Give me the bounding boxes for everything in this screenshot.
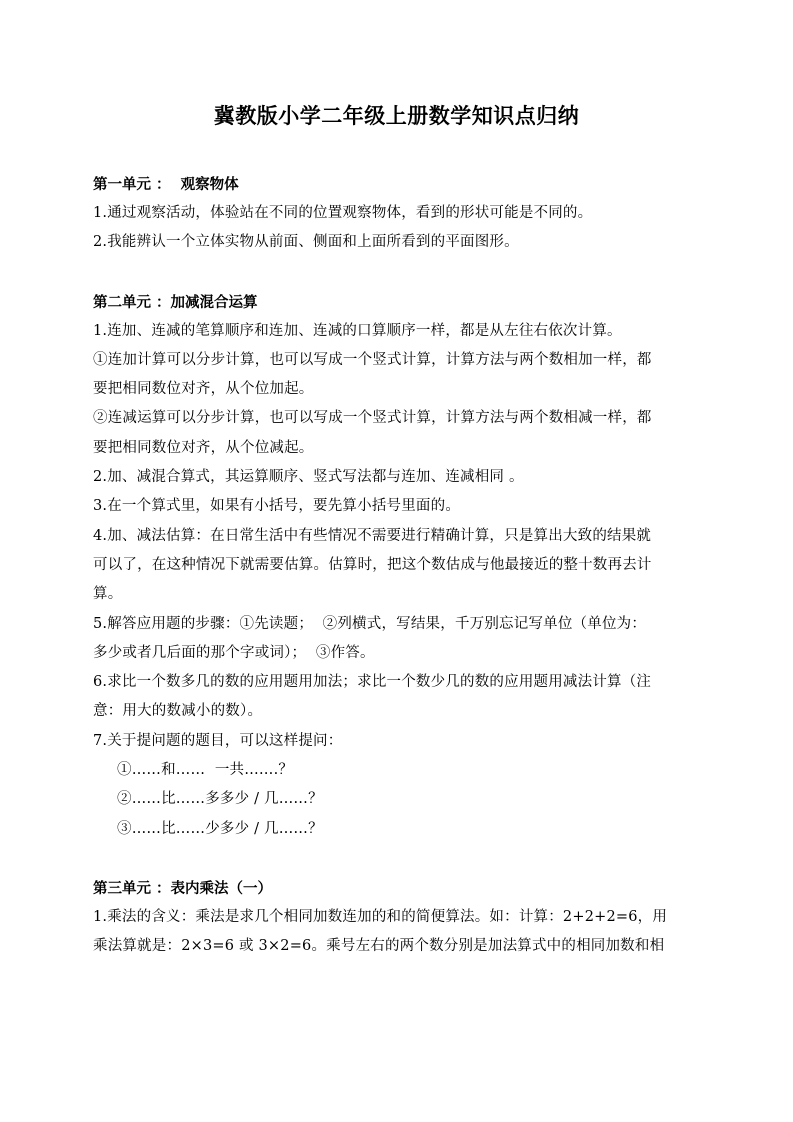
indented-line: ③……比……少多少 / 几……？ bbox=[117, 820, 323, 837]
paragraph-line: 多少或者几后面的那个字或词）； ③作答。 bbox=[93, 644, 375, 661]
paragraph-line: 2.加、减混合算式，其运算顺序、竖式写法都与连加、连减相同 。 bbox=[93, 469, 524, 486]
section-gap bbox=[93, 258, 703, 289]
document-body bbox=[93, 171, 703, 962]
paragraph-line: 1.通过观察活动，体验站在不同的位置观察物体，看到的形状可能是不同的。 bbox=[93, 205, 593, 221]
paragraph-line: 3.在一个算式里，如果有小括号，要先算小括号里面的。 bbox=[93, 498, 461, 515]
paragraph-line: 要把相同数位对齐，从个位减起。 bbox=[93, 439, 314, 456]
paragraph-line: ①连加计算可以分步计算，也可以写成一个竖式计算，计算方法与两个数相加一样，都 bbox=[93, 351, 652, 368]
paragraph-line: 意：用大的数减小的数）。 bbox=[93, 703, 263, 720]
section-unit-1 bbox=[93, 171, 703, 258]
section-heading: 第三单元 ：表内乘法（一） bbox=[93, 880, 273, 897]
paragraph-line: 可以了，在这种情况下就需要估算。估算时，把这个数估成与他最接近的整十数再去计 bbox=[93, 556, 652, 573]
indented-line: ②……比……多多少 / 几……？ bbox=[117, 791, 323, 808]
paragraph-line: ②连减运算可以分步计算，也可以写成一个竖式计算，计算方法与两个数相减一样，都 bbox=[93, 410, 652, 427]
indented-line: ①……和…… 一共…….？ bbox=[117, 762, 294, 779]
section-heading: 第一单元 ： 观察物体 bbox=[93, 177, 239, 193]
paragraph-line: 要把相同数位对齐，从个位加起。 bbox=[93, 381, 314, 398]
paragraph-line: 7.关于提问题的题目，可以这样提问： bbox=[93, 732, 343, 749]
paragraph-line: 乘法算就是：2×3=6 或 3×2=6。乘号左右的两个数分别是加法算式中的相同加数和相 bbox=[93, 938, 665, 955]
section-heading: 第二单元 ：加减混合运算 bbox=[93, 294, 258, 311]
section-unit-3 bbox=[93, 875, 703, 962]
paragraph-line: 5.解答应用题的步骤：①先读题； ②列横式，写结果，千万别忘记写单位（单位为： bbox=[93, 615, 647, 632]
section-gap bbox=[93, 844, 703, 875]
paragraph-line: 1.连加、连减的笔算顺序和连加、连减的口算顺序一样，都是从左往右依次计算。 bbox=[93, 322, 622, 339]
paragraph-line: 6.求比一个数多几的数的应用题用加法；求比一个数少几的数的应用题用减法计算（注 bbox=[93, 674, 652, 691]
page-title: 冀教版小学二年级上册数学知识点归纳 bbox=[213, 104, 580, 128]
paragraph-line: 4.加、减法估算：在日常生活中有些情况不需要进行精确计算，只是算出大致的结果就 bbox=[93, 527, 652, 544]
section-unit-2 bbox=[93, 289, 703, 844]
paragraph-line: 1.乘法的含义：乘法是求几个相同加数连加的和的简便算法。如：计算：2+2+2=6，用 bbox=[93, 908, 668, 925]
paragraph-line: 算。 bbox=[93, 586, 123, 603]
paragraph-line: 2.我能辨认一个立体实物从前面、侧面和上面所看到的平面图形。 bbox=[93, 234, 519, 251]
